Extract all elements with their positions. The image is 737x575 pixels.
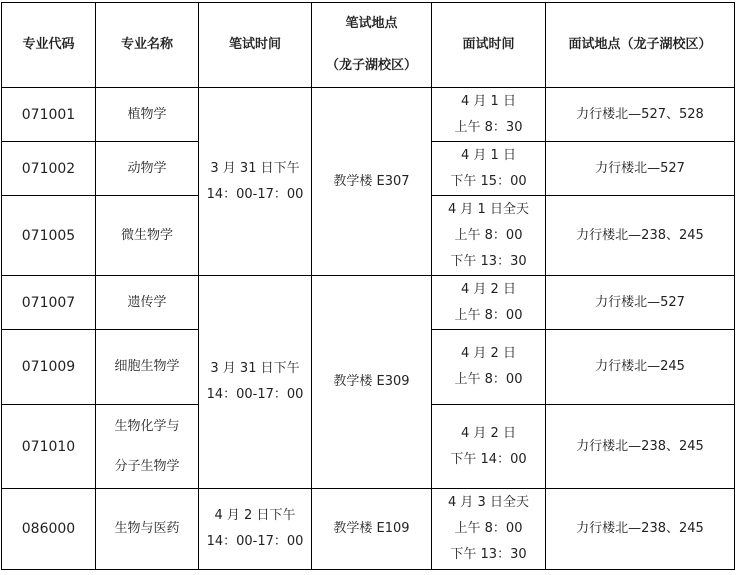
interview-time-line: 4 月 1 日全天: [448, 201, 529, 217]
interview-time: [432, 88, 546, 142]
interview-place: 力行楼北—527: [546, 142, 735, 196]
major-name-line: 生物化学与: [114, 418, 180, 434]
major-code: 071001: [2, 88, 96, 142]
interview-time: [432, 142, 546, 196]
major-code: 071005: [2, 196, 96, 276]
interview-time: [432, 489, 546, 570]
interview-time-line: 4 月 2 日: [461, 425, 516, 441]
header-written-place-line1: 笔试地点: [345, 16, 398, 31]
written-time-hours: 14：00-17：00: [206, 186, 304, 202]
interview-time: [432, 196, 546, 276]
major-code: 071002: [2, 142, 96, 196]
interview-time-line: 上午 8：00: [454, 521, 523, 536]
major-name-line: 分子生物学: [114, 458, 180, 474]
header-interview-time: 面试时间: [432, 3, 546, 88]
written-time-hours: 14：00-17：00: [206, 387, 304, 402]
table-row: [2, 88, 735, 142]
interview-place: 力行楼北—238、245: [546, 405, 735, 489]
interview-place: 力行楼北—527、528: [546, 88, 735, 142]
major-name: 植物学: [96, 88, 199, 142]
interview-time-line: 4 月 1 日: [461, 93, 516, 109]
major-name: 生物与医药: [96, 489, 199, 570]
written-time-date: 3 月 31 日下午: [210, 361, 300, 376]
interview-place: 力行楼北—238、245: [546, 489, 735, 570]
interview-place: 力行楼北—238、245: [546, 196, 735, 276]
header-written-time: 笔试时间: [199, 3, 312, 88]
interview-time-line: 4 月 2 日: [461, 281, 516, 297]
interview-time-line: 下午 15：00: [450, 173, 527, 189]
table-row: [2, 276, 735, 330]
interview-time-line: 上午 8：30: [454, 119, 523, 135]
major-name: [96, 405, 199, 489]
interview-time-line: 下午 13：30: [450, 253, 527, 269]
major-code: 071009: [2, 330, 96, 405]
written-place: 教学楼 E109: [312, 489, 432, 570]
header-name: 专业名称: [96, 3, 199, 88]
header-row: [2, 3, 735, 88]
header-written-place-line2: （龙子湖校区）: [325, 58, 417, 73]
written-time-hours: 14：00-17：00: [206, 534, 304, 549]
major-name: 动物学: [96, 142, 199, 196]
major-name: 微生物学: [96, 196, 199, 276]
written-time: [199, 276, 312, 489]
interview-time-line: 4 月 2 日: [461, 346, 516, 361]
interview-time: [432, 405, 546, 489]
interview-time-line: 上午 8：00: [454, 227, 523, 243]
interview-time-line: 上午 8：00: [454, 307, 523, 323]
interview-time-line: 下午 13：30: [450, 547, 527, 562]
header-written-place: [312, 3, 432, 88]
interview-time-line: 下午 14：00: [450, 451, 527, 467]
written-place: 教学楼 E309: [312, 276, 432, 489]
interview-time-line: 上午 8：00: [454, 372, 523, 387]
written-time: [199, 88, 312, 276]
written-time-date: 4 月 2 日下午: [214, 508, 296, 523]
written-time: [199, 489, 312, 570]
interview-time-line: 4 月 1 日: [461, 147, 516, 163]
interview-place: 力行楼北—527: [546, 276, 735, 330]
interview-time: [432, 276, 546, 330]
table-row: [2, 489, 735, 570]
major-name: 细胞生物学: [96, 330, 199, 405]
interview-time-line: 4 月 3 日全天: [448, 495, 529, 510]
major-code: 071010: [2, 405, 96, 489]
major-code: 071007: [2, 276, 96, 330]
written-time-date: 3 月 31 日下午: [210, 160, 300, 176]
header-code: 专业代码: [2, 3, 96, 88]
exam-schedule-table: [1, 2, 735, 570]
major-name: 遗传学: [96, 276, 199, 330]
interview-place: 力行楼北—245: [546, 330, 735, 405]
interview-time: [432, 330, 546, 405]
written-place: 教学楼 E307: [312, 88, 432, 276]
major-code: 086000: [2, 489, 96, 570]
header-interview-place: 面试地点（龙子湖校区）: [546, 3, 735, 88]
